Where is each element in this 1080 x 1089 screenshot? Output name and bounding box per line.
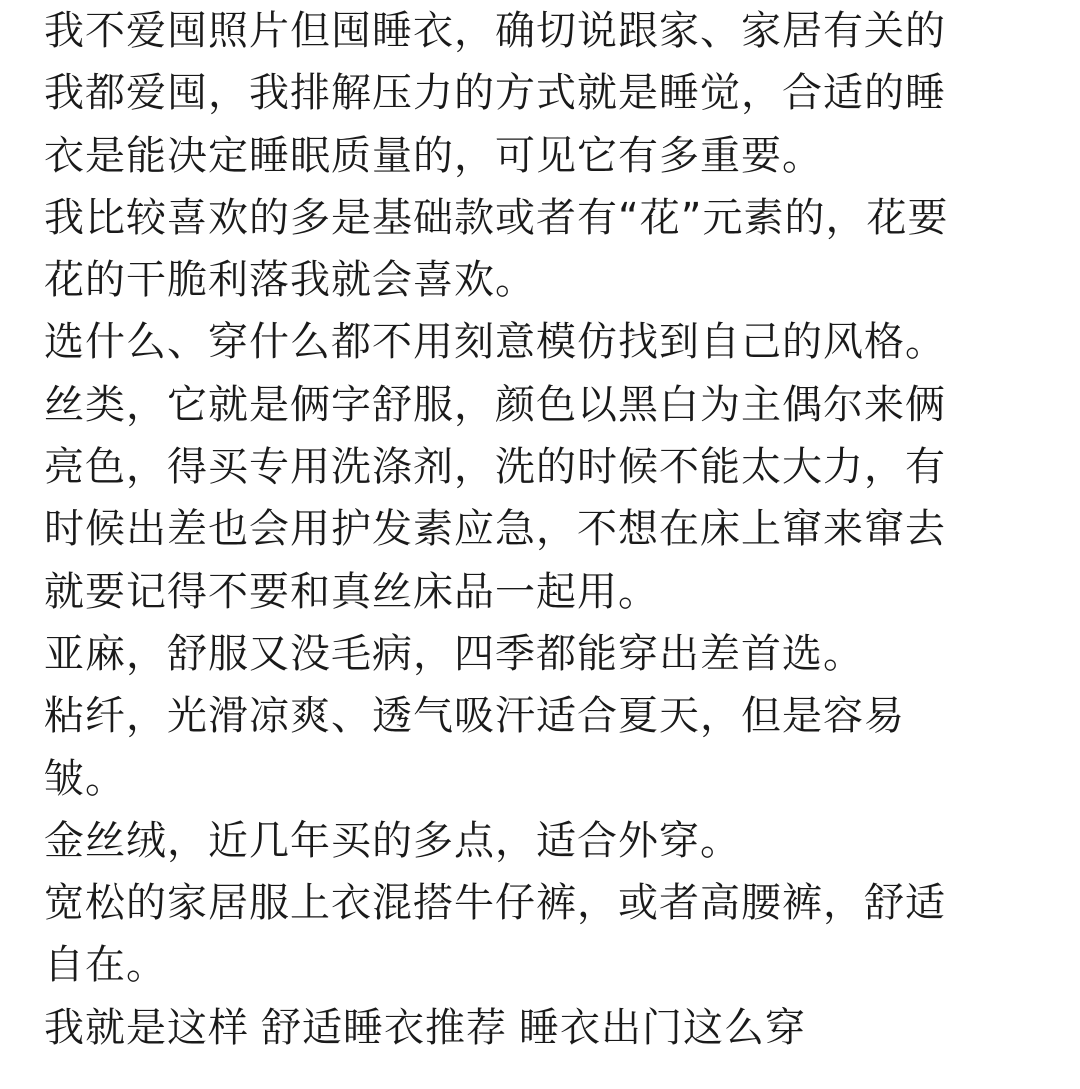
text-line: 选什么、穿什么都不用刻意模仿找到自己的风格。 [44,319,946,366]
post-body [44,0,1034,1059]
text-line: 粘纤，光滑凉爽、透气吸汗适合夏天，但是容易 [44,693,905,740]
text-line: 时候出差也会用护发素应急，不想在床上窜来窜去 [44,506,946,553]
text-line: 自在。 [44,942,167,989]
text-line: 宽松的家居服上衣混搭牛仔裤，或者高腰裤，舒适 [44,880,946,927]
text-line: 我都爱囤，我排解压力的方式就是睡觉，合适的睡 [44,70,946,117]
text-line: 皱。 [44,755,126,802]
hashtag-link[interactable]: 我就是这样 [44,1004,249,1051]
hashtag-link[interactable]: 舒适睡衣推荐 [261,1004,507,1051]
text-line: 亚麻，舒服又没毛病，四季都能穿出差首选。 [44,630,864,677]
text-line: 亮色，得买专用洗涤剂，洗的时候不能太大力，有 [44,444,946,491]
text-line: 花的干脆利落我就会喜欢。 [44,257,536,304]
text-line: 就要记得不要和真丝床品一起用。 [44,568,659,615]
text-line: 衣是能决定睡眠质量的，可见它有多重要。 [44,132,823,179]
hashtag-link[interactable]: 睡衣出门这么穿 [519,1004,806,1051]
text-line: 我比较喜欢的多是基础款或者有“花”元素的，花要 [44,194,949,241]
text-line: 我不爱囤照片但囤睡衣，确切说跟家、家居有关的 [44,8,946,54]
tag-line [44,997,1034,1059]
text-line: 丝类，它就是俩字舒服，颜色以黑白为主偶尔来俩 [44,381,946,428]
text-line: 金丝绒，近几年买的多点，适合外穿。 [44,817,741,864]
